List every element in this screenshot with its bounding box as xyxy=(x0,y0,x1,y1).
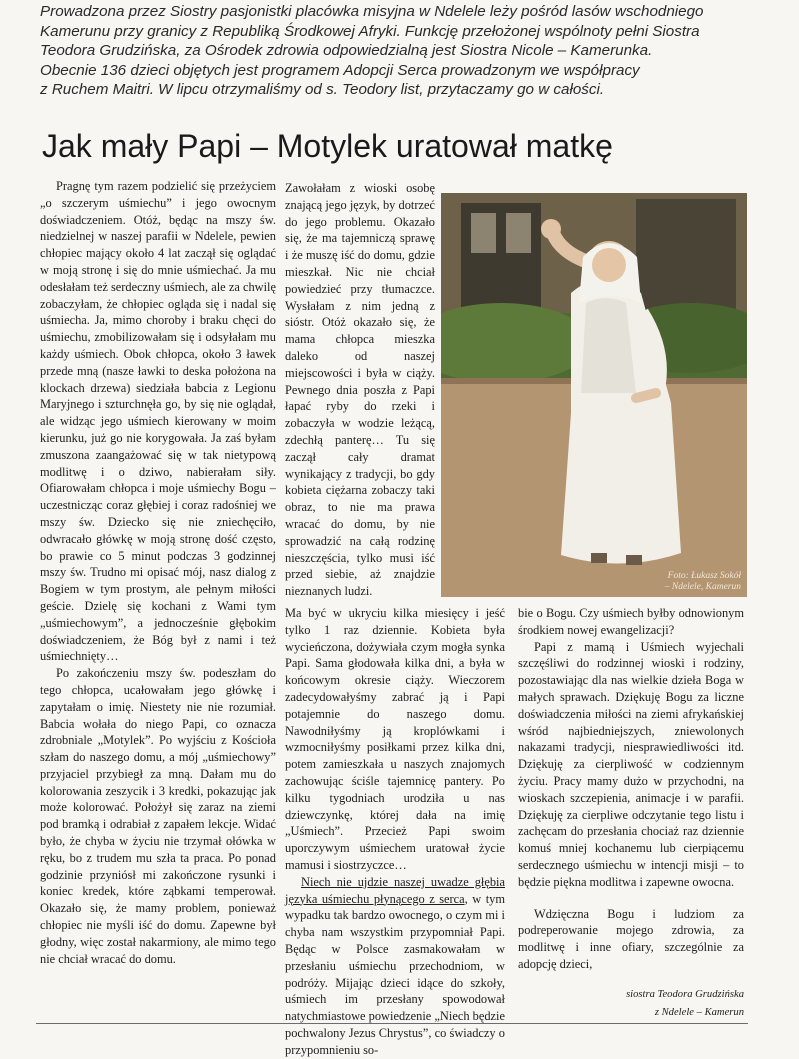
column-1 xyxy=(40,178,276,967)
signature-place: z Ndelele – Kamerun xyxy=(654,1007,744,1018)
photo-credit-line: Foto: Łukasz Sokół xyxy=(667,571,741,581)
paragraph: Ma być w ukryciu kilka miesięcy i jeść tylko 1 raz dziennie. Kobieta była wycieńczona, dożywiała czym mogła synka Papi. Sama głodowała kilka dni, a była w końcowym okresie ciąży. Wieczorem zadecydowałyśmy zabrać ją i Papi potajemnie do naszego domu. Nawodniłyśmy ją kroplówkami i wzmocniłyśmy posiłkami przez kilka dni, potem zamieszkała u naszych znajomych zachowując ściśle tajemnicę pantery. Po kilku tygodniach urodziła u nas dziewczynkę, której dała na imię „Uśmiech”. Przecież Papi swoim uporczywym uśmiechem uratował życie mamusi i siostrzyczce… xyxy=(285,606,505,872)
intro-line: Obecnie 136 dzieci objętych jest programem Adopcji Serca prowadzonym we współpracy xyxy=(40,61,640,79)
photo-nun-waving xyxy=(441,193,747,597)
paragraph: Pragnę tym razem podzielić się przeżyciem „o szczerym uśmiechu” i jego owocnym doświadczeniem. Otóż, będąc na mszy św. niedzielnej w naszej parafii w Ndelele, pewien chłopiec mający około 4 lat zaczął się oglądać w moją stronę i się do mnie uśmiechać. Ja mu odesłałam też serdeczny uśmiech, ale za chwilę zobaczyłam, że chłopiec ogląda się i nadal się uśmiecha. Ja, mimo choroby i braku chęci do uśmiechu, zmobilizowałam się i odsyłałam mu każdy uśmiech. Obok chłopca, około 3 ławek przede mną (nasze ławki to deska położona na klockach drzewa) siedziała babcia z Legionu Maryjnego i szturchnęła go, by się nie oglądał, ale widząc jego uśmiech kierowany w moim kierunku, już go nie korygowała. Ja zaś byłam zmuszona zaangażować się w tak nietypową modlitwę i o dziwo, nabierałam siły. Ofiarowałam chłopca i moje uśmiechy Bogu – uczestnicząc coraz głębiej i coraz radośniej we mszy św. Dziecko się nie zniechęciło, odwracało główkę w moją stronę dość często, bo prawie co 5 minut podczas 3 godzinnej mszy św. Trudno mi opisać mój, nasz dialog z Bogiem w tym prostym, ale pełnym miłości geście. Dzielę się kochani z Wami tym „uśmiechowym”, a jednocześnie głębokim doświadczeniem, że Bóg był z nami i też uśmiechnięty… xyxy=(40,179,276,664)
paragraph: Wdzięczna Bogu i ludziom za podreperowanie mojego zdrowia, za modlitwę i inne ofiary, szczególnie za adopcję dzieci, xyxy=(518,906,744,971)
intro-line: z Ruchem Maitri. W lipcu otrzymaliśmy od s. Teodory list, przytaczamy go w całości. xyxy=(40,81,605,99)
underlined-quote: Niech nie ujdzie naszej uwadze głębia języka uśmiechu płynącego z serca, xyxy=(285,874,505,906)
paragraph: Papi z mamą i Uśmiech wyjechali szczęśliwi do rodzinnej wioski i rodziny, pozostawiając dla nas wielkie dzieła Boga w małych sprawach. Dziękuję Bogu za liczne doświadczenia miłości na ziemi afrykańskiej wśród najbiedniejszych, zniewolonych nakazami tradycji, niesprawiedliwości itd. Dziękuję za cierpliwość w codziennym życiu. Pracy mamy dużo w przychodni, na wioskach szczepienia, animacje i w parafii. Dziękuję za cierpliwe odczytanie tego listu i zachęcam do przesłania chociaż raz dziennie komuś mniej kochanemu lub cierpiącemu serdecznego uśmiechu w intencji misji – to będzie piękna modlitwa i zapewne owocna. xyxy=(518,639,744,889)
paragraph: Po zakończeniu mszy św. podeszłam do tego chłopca, ucałowałam jego główkę i zapytałam o imię. Niestety nie nie rozumiał. Babcia wołała do niego Papi, co oznacza zdrobniale „Motylek”. Po wyjściu z Kościoła szłam do naszego domu, a mój „uśmiechowy” przyjaciel przybiegł za mną. Dałam mu do kolorowania zeszycik i 3 kredki, pokazując jak może kolorować. Położył się zaraz na ziemi pod bramką i odrabiał z zapałem lekcje. Widać było, że chyba w życiu nie trzymał ołówka w ręku, bo z trudem mu szła ta praca. Po ponad godzinie przyniósł mi zakończone rysunki i koniec kredek, które ząbkami temperował. Okazało się, że mamy problem, ponieważ chłopiec nie myśli iść do domu. Zapewne był głodny, więc został nakarmiony, ale mimo tego nie chciał wracać do domu. xyxy=(40,666,276,966)
paragraph: bie o Bogu. Czy uśmiech byłby odnowionym środkiem nowej ewangelizacji? xyxy=(518,606,744,637)
column-3 xyxy=(518,605,744,973)
paragraph: Zawołałam z wioski osobę znającą jego język, by dotrzeć do jego problemu. Okazało się, że ma tajemniczą sprawę i że muszę iść do domu, gdzie mieszkał. Nic nie chciał powiedzieć przy tłumaczce. Wysłałam z nim jedną z sióstr. Otóż okazało się, że mama chłopca mieszka daleko od naszej miejscowości i była w ciąży. Pewnego dnia poszła z Papi łapać ryby do rzeki i zobaczyła w wodzie leżącą, zdechłą panterę… Tu się zaczął cały dramat wynikający z tradycji, bo gdy kobieta ciężarna zobaczy taki obraz, to nie ma prawa wracać do domu, by nie sprowadzić na całą rodzinę nieszczęścia, tylko musi iść przed siebie, aż znajdzie nieznanych ludzi. xyxy=(285,181,435,599)
photo-credit-line: – Ndelele, Kamerun xyxy=(664,582,741,592)
intro-lead xyxy=(40,2,785,100)
photo-illustration xyxy=(441,193,747,597)
article-title: Jak mały Papi – Motylek uratował matkę xyxy=(42,128,613,164)
column-2-top xyxy=(285,180,435,600)
photo-credit xyxy=(665,571,741,593)
bottom-divider xyxy=(36,1023,748,1024)
intro-line: Prowadzona przez Siostry pasjonistki placówka misyjna w Ndelele leży pośród lasów wschodniego xyxy=(40,3,704,20)
paragraph xyxy=(285,874,505,1059)
intro-line: Teodora Grudzińska, za Ośrodek zdrowia odpowiedzialną jest Siostra Nicole – Kamerunka. xyxy=(40,42,653,60)
intro-line: Kamerunu przy granicy z Republiką Środkowej Afryki. Funkcję przełożonej wspólnoty pełni Siostra xyxy=(40,22,700,40)
column-2-bottom xyxy=(285,605,505,1059)
signature-name: siostra Teodora Grudzińska xyxy=(626,989,744,1000)
paragraph-rest: w tym wypadku tak bardzo owocnego, o czym mi i chyba nam wszystkim przypomniał Papi. Będąc w Polsce zasmakowałam w przesłaniu uśmiechu przechodniom, w podróży. Mijając dzieci idące do szkoły, uśmiech im przesłany spowodował natychmiastowe powiedzenie „Niech będzie pochwalony Jezus Chrystus”, co świadczy o przypomnieniu so- xyxy=(285,891,506,1057)
